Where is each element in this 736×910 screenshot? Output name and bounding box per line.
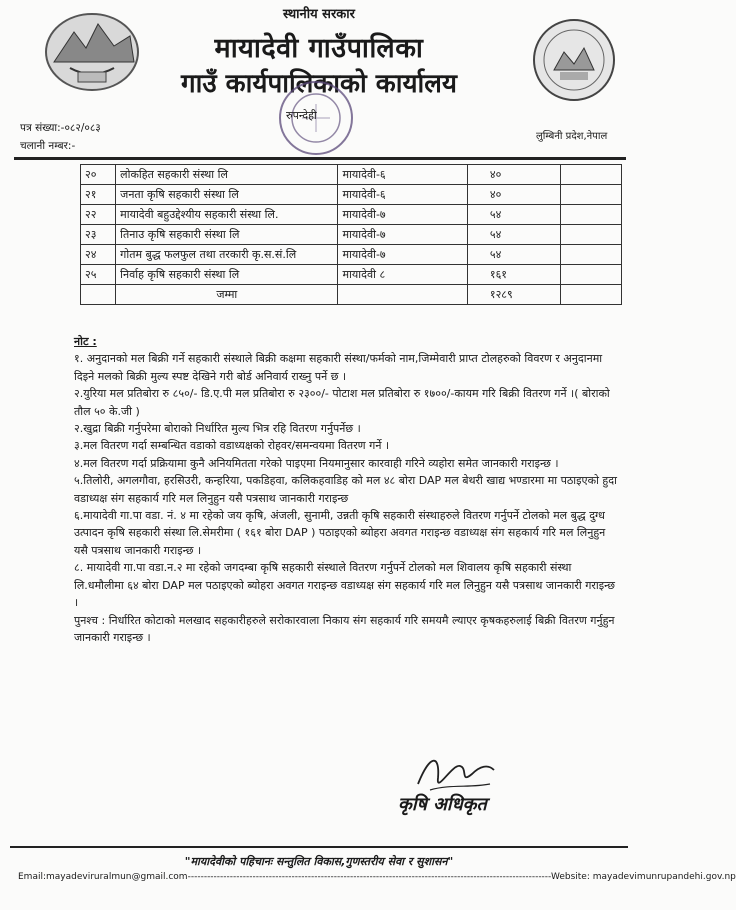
footer-motto: "मायादेवीको पहिचानः सन्तुलित विकास,गुणस्तरीय सेवा र सुशासन": [184, 855, 454, 868]
footer-divider: [10, 846, 628, 848]
quantity: ४०: [467, 165, 561, 185]
quantity: १६१: [467, 265, 561, 285]
dispatch-number: चलानी नम्बर:-: [20, 140, 76, 152]
total-label: जम्मा: [116, 285, 338, 305]
office-name: मायादेवी गाउँपालिका: [214, 33, 424, 64]
empty-cell: [81, 285, 116, 305]
ward-label: मायादेवी-७: [338, 245, 467, 265]
note-item: २.खुद्रा बिक्री गर्नुपरेमा बोराको निर्धारित मुल्य भित्र रहि वितरण गर्नुपर्नेछ ।: [74, 422, 361, 436]
empty-cell: [561, 245, 622, 265]
district-label: रुपन्देही: [286, 109, 317, 122]
empty-cell: [561, 165, 622, 185]
government-label: स्थानीय सरकार: [283, 7, 355, 22]
table-row: [81, 265, 622, 285]
empty-cell: [561, 225, 622, 245]
table-row: [81, 205, 622, 225]
ward-label: मायादेवी-६: [338, 185, 467, 205]
office-subtitle: गाउँ कार्यपालिकाको कार्यालय: [181, 69, 457, 99]
serial-number: २२: [81, 205, 116, 225]
cooperative-name: जनता कृषि सहकारी संस्था लि: [116, 185, 338, 205]
footer-dashes: ----------------------------------------------------------------------------------------------------------------: [187, 872, 551, 882]
note-item: ४.मल वितरण गर्दा प्रक्रियामा कुनै अनियमितता गरेको पाइएमा नियमानुसार कारवाही गरिने व्यहोरा समेत जानकारी गराइन्छ ।: [74, 456, 559, 470]
table-row: [81, 245, 622, 265]
note-item: २.युरिया मल प्रतिबोरा रु ८५०/- डि.ए.पी मल प्रतिबोरा रु २३००/- पोटाश मल प्रतिबोरा रु १७००/-कायम गरि बिक्री वितरण गर्ने ।( बोराको तौल ५० के.जी ): [74, 387, 610, 418]
footer-contact: [18, 872, 736, 882]
empty-cell: [561, 285, 622, 305]
empty-cell: [338, 285, 467, 305]
serial-number: २१: [81, 185, 116, 205]
serial-number: २५: [81, 265, 116, 285]
note-item: ६.मायादेवी गा.पा वडा. नं. ४ मा रहेको जय कृषि, अंजली, सुनामी, उन्नती कृषि सहकारी संस्थाहरुले वितरण गर्नुपर्ने टोलको मल बुद्ध दुग्ध उत्पादन कृषि सहकारी संस्था लि.सेमरीमा ( १६१ बोरा DAP ) पठाइएको ब्योहरा अवगत गराइन्छ वडाध्यक्ष संग सहकार्य गरि मल लिनुहुन यसै पत्रसाथ जानकारी गराइन्छ ।: [74, 509, 606, 557]
empty-cell: [561, 205, 622, 225]
notes-heading: नोट :: [74, 335, 97, 348]
note-item: ८. मायादेवी गा.पा वडा.न.२ मा रहेको जगदम्बा कृषि सहकारी संस्थाले वितरण गर्नुपर्ने टोलको मल शिवालय कृषि सहकारी संस्था लि.धमौलीमा ६४ बोरा DAP मल पठाइएको ब्योहरा अवगत गराइन्छ वडाध्यक्ष संग सहकार्य गरि मल लिनुहुन यसै पत्रसाथ जानकारी गराइन्छ ।: [74, 561, 615, 610]
notes-section: [74, 333, 622, 646]
table-row: [81, 225, 622, 245]
note-item: ३.मल वितरण गर्दा सम्बन्धित वडाको वडाध्यक्षको रोहवर/समन्वयमा वितरण गर्ने ।: [74, 439, 390, 453]
ward-label: मायादेवी-७: [338, 225, 467, 245]
empty-cell: [561, 185, 622, 205]
quantity: ५४: [467, 225, 561, 245]
quantity: ४०: [467, 185, 561, 205]
footer-email[interactable]: Email:mayadeviruralmun@gmail.com: [18, 872, 188, 882]
note-item: १. अनुदानको मल बिक्री गर्ने सहकारी संस्थाले बिक्री कक्षमा सहकारी संस्था/फर्मको नाम,जिम्मेवारी प्राप्त टोलहरुको विवरण र अनुदानमा दिइने मलको बिक्री मुल्य स्पष्ट देखिने गरी बोर्ड अनिवार्य राख्नु पर्ने छ ।: [74, 352, 603, 383]
ward-label: मायादेवी-६: [338, 165, 467, 185]
note-item: ५.तिलोरी, अगलगौवा, हरसिउरी, कन्हरिया, पकडिहवा, कलिकहवाडिह को मल ४८ बोरा DAP मल बेथरी खाद्य भण्डारमा मा पठाइएको हुदा वडाध्यक्ष संग सहकार्य गरि मल लिनुहुन यसै पत्रसाथ जानकारी गराइन्छ: [74, 474, 617, 505]
ward-label: मायादेवी ८: [338, 265, 467, 285]
cooperative-name: गोतम बुद्ध फलफुल तथा तरकारी कृ.स.सं.लि: [116, 245, 338, 265]
quantity: ५४: [467, 245, 561, 265]
cooperative-name: लोकहित सहकारी संस्था लि: [116, 165, 338, 185]
footer-website[interactable]: Website: mayadevimunrupandehi.gov.np: [550, 872, 736, 882]
serial-number: २४: [81, 245, 116, 265]
postscript: पुनश्च : निर्धारित कोटाको मलखाद सहकारीहरुले सरोकारवाला निकाय संग सहकार्य गरि समयमै ल्याएर कृषकहरुलाई बिक्री वितरण गर्नुहुन जानकारी गराइन्छ ।: [74, 613, 615, 644]
signatory-designation: कृषि अधिकृत: [398, 794, 487, 815]
province-label: लुम्बिनी प्रदेश,नेपाल: [536, 131, 608, 142]
serial-number: २३: [81, 225, 116, 245]
cooperative-name: निर्वाह कृषि सहकारी संस्था लि: [116, 265, 338, 285]
serial-number: २०: [81, 165, 116, 185]
table-row: [81, 165, 622, 185]
total-row: [81, 285, 622, 305]
cooperative-table: [80, 164, 622, 305]
quantity: ५४: [467, 205, 561, 225]
header-divider: [14, 157, 626, 160]
ward-label: मायादेवी-७: [338, 205, 467, 225]
cooperative-name: मायादेवी बहुउद्देश्यीय सहकारी संस्था लि.: [116, 205, 338, 225]
cooperative-name: तिनाउ कृषि सहकारी संस्था लि: [116, 225, 338, 245]
total-value: १२८९: [467, 285, 561, 305]
empty-cell: [561, 265, 622, 285]
table-row: [81, 185, 622, 205]
letter-number: पत्र संख्या:-०८२/०८३: [20, 122, 101, 134]
